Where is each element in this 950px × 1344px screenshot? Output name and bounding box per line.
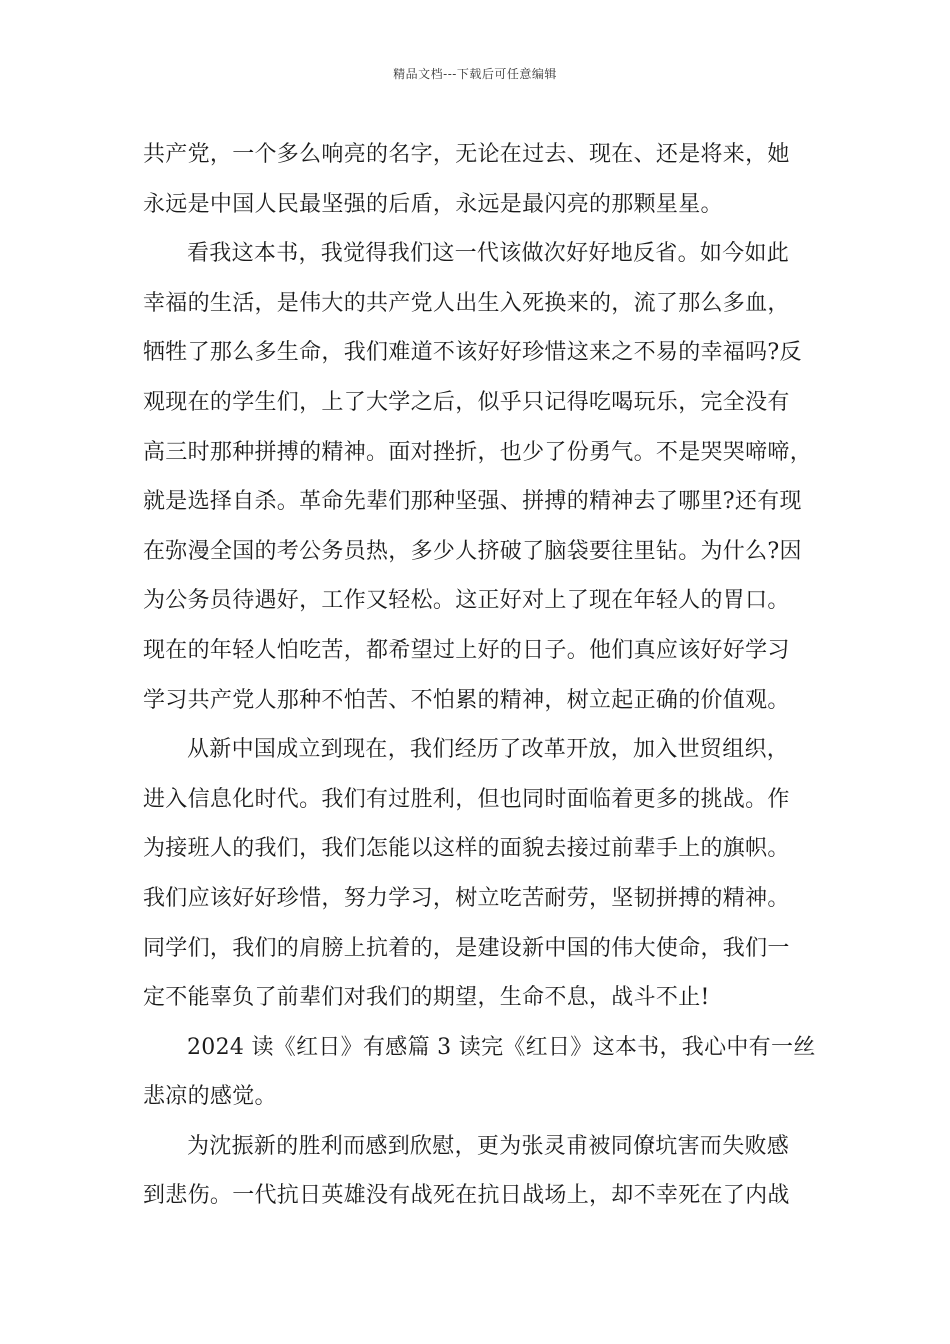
paragraph-start-line: 2024 读《红日》有感篇 3 读完《红日》这本书，我心中有一丝 xyxy=(187,1034,816,1060)
text-line: 观现在的学生们，上了大学之后，似乎只记得吃喝玩乐，完全没有 xyxy=(143,389,790,415)
text-line: 悲凉的感觉。 xyxy=(143,1084,277,1110)
page-header: 精品文档---下载后可任意编辑 xyxy=(393,67,557,81)
text-line: 现在的年轻人怕吃苦，都希望过上好的日子。他们真应该好好学习 xyxy=(143,637,790,663)
document-body xyxy=(143,130,823,1221)
text-line: 就是选择自杀。革命先辈们那种坚强、拼搏的精神去了哪里?还有现 xyxy=(143,489,802,515)
text-line: 幸福的生活，是伟大的共产党人出生入死换来的，流了那么多血， xyxy=(143,290,790,316)
text-line: 牺牲了那么多生命，我们难道不该好好珍惜这来之不易的幸福吗?反 xyxy=(143,340,802,366)
text-line: 为公务员待遇好，工作又轻松。这正好对上了现在年轻人的胃口。 xyxy=(143,588,790,614)
text-line: 永远是中国人民最坚强的后盾，永远是最闪亮的那颗星星。 xyxy=(143,191,723,217)
text-line: 为接班人的我们，我们怎能以这样的面貌去接过前辈手上的旗帜。 xyxy=(143,836,790,862)
text-line: 高三时那种拼搏的精神。面对挫折，也少了份勇气。不是哭哭啼啼， xyxy=(143,439,813,465)
paragraph-start-line: 为沈振新的胜利而感到欣慰，更为张灵甫被同僚坑害而失败感 xyxy=(187,1133,790,1159)
text-line: 共产党，一个多么响亮的名字，无论在过去、现在、还是将来，她 xyxy=(143,142,790,167)
text-line: 定不能辜负了前辈们对我们的期望，生命不息，战斗不止! xyxy=(143,985,710,1011)
text-line: 到悲伤。一代抗日英雄没有战死在抗日战场上，却不幸死在了内战 xyxy=(143,1183,790,1209)
text-line: 进入信息化时代。我们有过胜利，但也同时面临着更多的挑战。作 xyxy=(143,786,790,812)
paragraph-start-line: 从新中国成立到现在，我们经历了改革开放，加入世贸组织， xyxy=(187,737,790,763)
text-line: 学习共产党人那种不怕苦、不怕累的精神，树立起正确的价值观。 xyxy=(143,687,790,713)
paragraph-start-line: 看我这本书，我觉得我们这一代该做次好好地反省。如今如此 xyxy=(187,241,790,267)
text-line: 我们应该好好珍惜，努力学习，树立吃苦耐劳，坚韧拼搏的精神。 xyxy=(143,885,790,911)
text-line: 同学们，我们的肩膀上抗着的，是建设新中国的伟大使命，我们一 xyxy=(143,935,790,961)
text-line: 在弥漫全国的考公务员热，多少人挤破了脑袋要往里钻。为什么?因 xyxy=(143,538,802,564)
